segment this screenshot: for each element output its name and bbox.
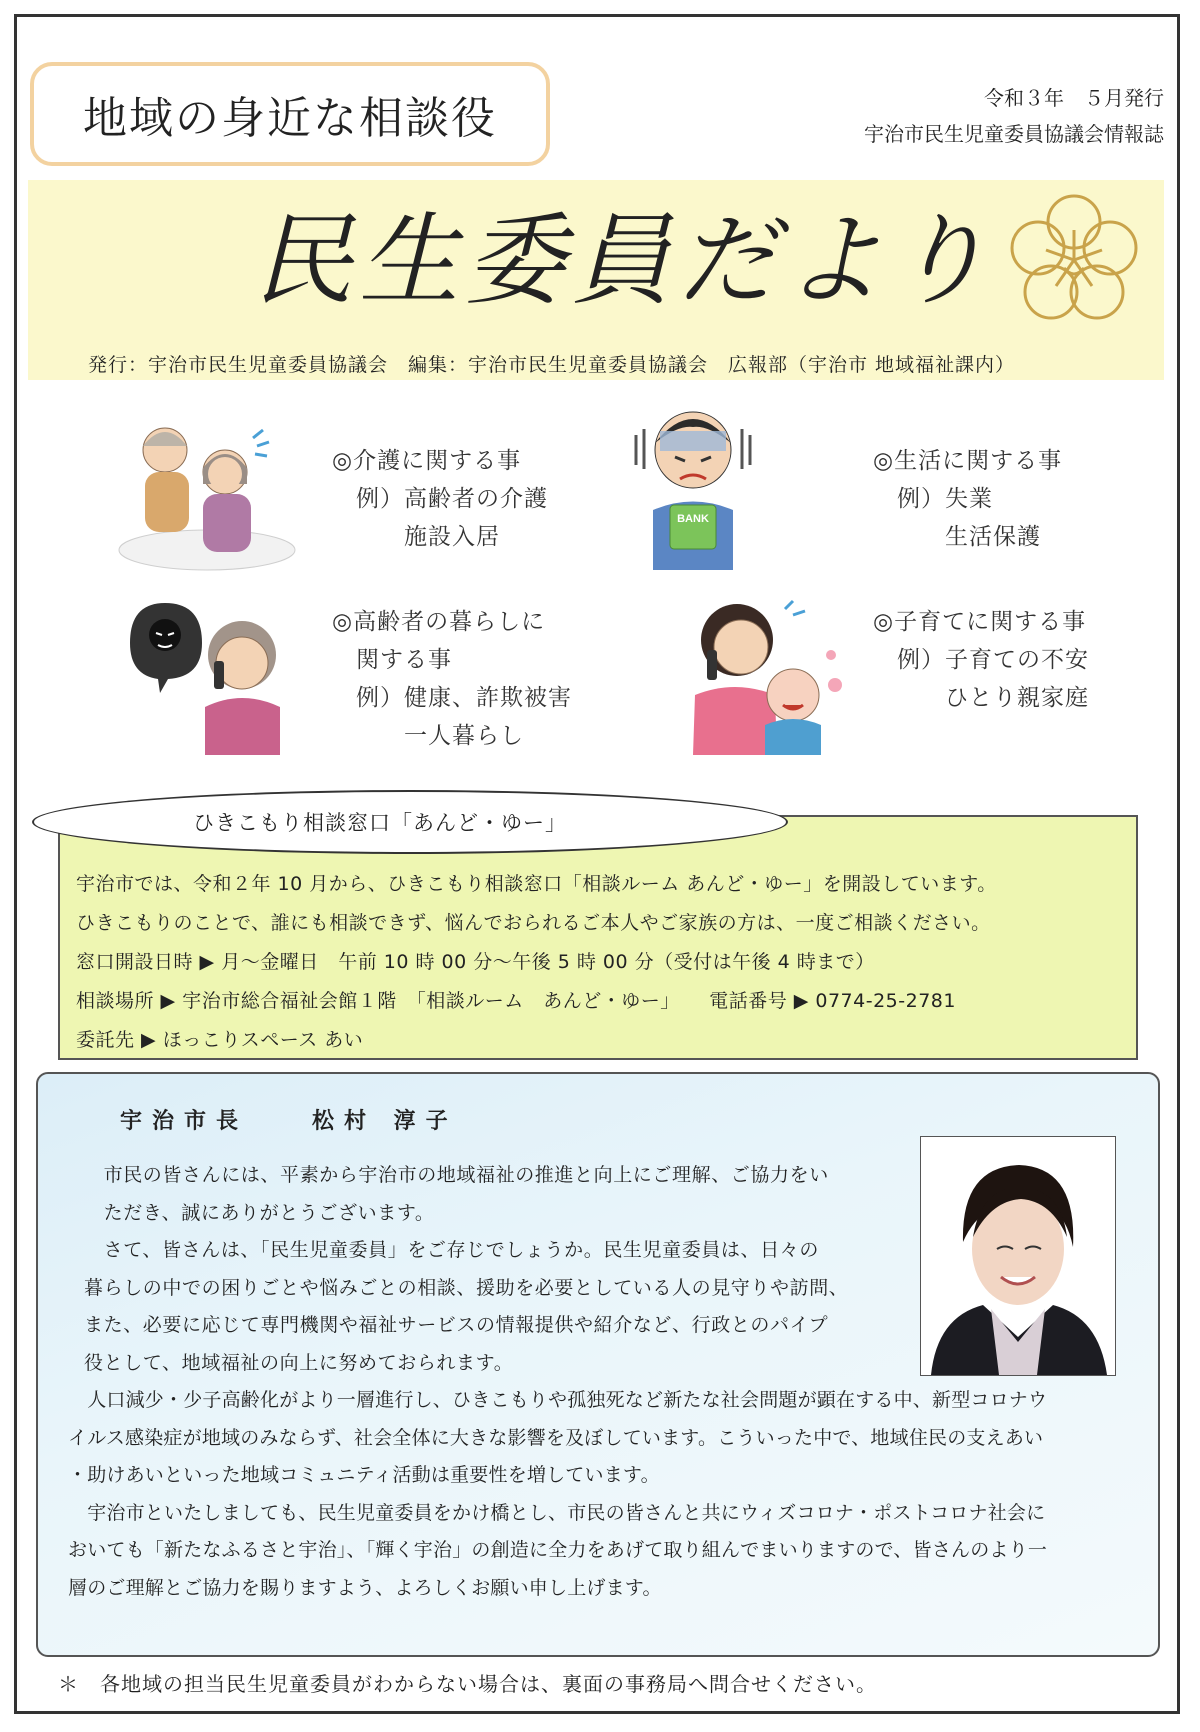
topic-line: 例）健康、詐欺被害 <box>332 685 572 711</box>
topic-line: 生活保護 <box>873 524 1041 550</box>
bank-worry-illustration <box>628 405 758 575</box>
footnote: ＊ 各地域の担当民生児童委員がわからない場合は、裏面の事務局へ問合せください。 <box>58 1672 877 1696</box>
topic-line: 施設入居 <box>332 524 500 550</box>
mayor-text-line: 層のご理解とご協力を賜りますよう、よろしくお願い申し上げます。 <box>68 1576 662 1599</box>
topic-line: 関する事 <box>332 647 452 673</box>
topic-line: ◎生活に関する事 <box>873 448 1063 474</box>
mayor-text-line: ただき、誠にありがとうございます。 <box>84 1201 435 1224</box>
hikikomori-line: 宇治市では、令和２年 10 月から、ひきこもり相談窓口「相談ルーム あんど・ゆー」を開設しています。 <box>76 873 997 895</box>
topic-care <box>332 442 548 556</box>
topic-line: 例）高齢者の介護 <box>332 486 548 512</box>
topic-elderly-living <box>332 603 572 755</box>
topic-line: ◎高齢者の暮らしに <box>332 609 546 635</box>
mayor-photo <box>920 1136 1116 1376</box>
topic-line: 例）子育ての不安 <box>873 647 1089 673</box>
issue-date: 令和３年 ５月発行 <box>984 86 1164 110</box>
mayor-text-line: ・助けあいといった地域コミュニティ活動は重要性を増しています。 <box>68 1464 660 1486</box>
mayor-text-line: 役として、地域福祉の向上に努めておられます。 <box>84 1351 514 1374</box>
topic-childcare <box>873 603 1089 717</box>
title-banner <box>28 180 1164 380</box>
topic-line: ◎介護に関する事 <box>332 448 522 474</box>
topic-line: ◎子育てに関する事 <box>873 609 1087 635</box>
issue-org: 宇治市民生児童委員協議会情報誌 <box>864 122 1164 146</box>
mayor-text-line: 暮らしの中での困りごとや悩みごとの相談、援助を必要としている人の見守りや訪問、 <box>84 1276 849 1299</box>
mayor-text-line: 市民の皆さんには、平素から宇治市の地域福祉の推進と向上にご理解、ご協力をい <box>84 1164 829 1186</box>
mayor-text-line: さて、皆さんは、「民生児童委員」をご存じでしょうか。民生児童委員は、日々の <box>84 1239 819 1261</box>
mayor-text-line: また、必要に応じて専門機関や福祉サービスの情報提供や紹介など、行政とのパイプ <box>84 1314 829 1336</box>
mayor-name: 宇治市長 松村 淳子 <box>120 1109 458 1134</box>
flower-logo-icon <box>1004 190 1144 330</box>
mayor-text-line: 人口減少・少子高齢化がより一層進行し、ひきこもりや孤独死など新たな社会問題が顕在する中、新型コロナウ <box>68 1389 1048 1411</box>
childcare-illustration <box>685 595 850 755</box>
topic-line: 一人暮らし <box>332 723 524 749</box>
mayor-message-body <box>68 1382 1047 1607</box>
phone-fraud-illustration <box>120 595 295 755</box>
tagline: 地域の身近な相談役 <box>83 93 497 144</box>
hikikomori-location-phone: 相談場所 ▶ 宇治市総合福祉会館１階 「相談ルーム あんど・ゆー」 電話番号 ▶ 0774-25-2781 <box>76 990 956 1012</box>
hikikomori-title: ひきこもり相談窓口「あんど・ゆー」 <box>193 811 567 835</box>
mayor-text-line: 宇治市といたしましても、民生児童委員をかけ橋とし、市民の皆さんと共にウィズコロナ・ポストコロナ社会に <box>68 1501 1046 1524</box>
topic-line: 例）失業 <box>873 486 993 512</box>
topic-line: ひとり親家庭 <box>873 685 1089 711</box>
topic-living <box>873 442 1062 556</box>
mayor-text-line: おいても「新たなふるさと宇治」、「輝く宇治」の創造に全力をあげて取り組んでまいりますので、皆さんのより一 <box>68 1539 1048 1561</box>
bank-book-label: BANK <box>677 513 709 525</box>
elderly-care-illustration <box>115 410 300 575</box>
hikikomori-contractor: 委託先 ▶ ほっこりスペース あい <box>76 1029 364 1051</box>
mayor-text-line: イルス感染症が地域のみならず、社会全体に大きな影響を及ぼしています。こういった中で、地域住民の支えあい <box>68 1426 1044 1449</box>
tagline-box <box>30 62 550 166</box>
newsletter-title: 民生委員だより <box>253 202 995 319</box>
hikikomori-title-ellipse <box>32 790 788 854</box>
mayor-message-intro <box>84 1157 848 1382</box>
hikikomori-info-box <box>58 815 1138 1060</box>
hikikomori-hours: 窓口開設日時 ▶ 月～金曜日 午前 10 時 00 分～午後 5 時 00 分（受付は午後 4 時まで） <box>76 951 875 973</box>
mayor-message-box <box>36 1072 1160 1657</box>
publisher-credit: 発行：宇治市民生児童委員協議会 編集：宇治市民生児童委員協議会 広報部（宇治市 地域福祉課内） <box>88 354 1016 376</box>
hikikomori-line: ひきこもりのことで、誰にも相談できず、悩んでおられるご本人やご家族の方は、一度ご相談ください。 <box>76 912 991 934</box>
